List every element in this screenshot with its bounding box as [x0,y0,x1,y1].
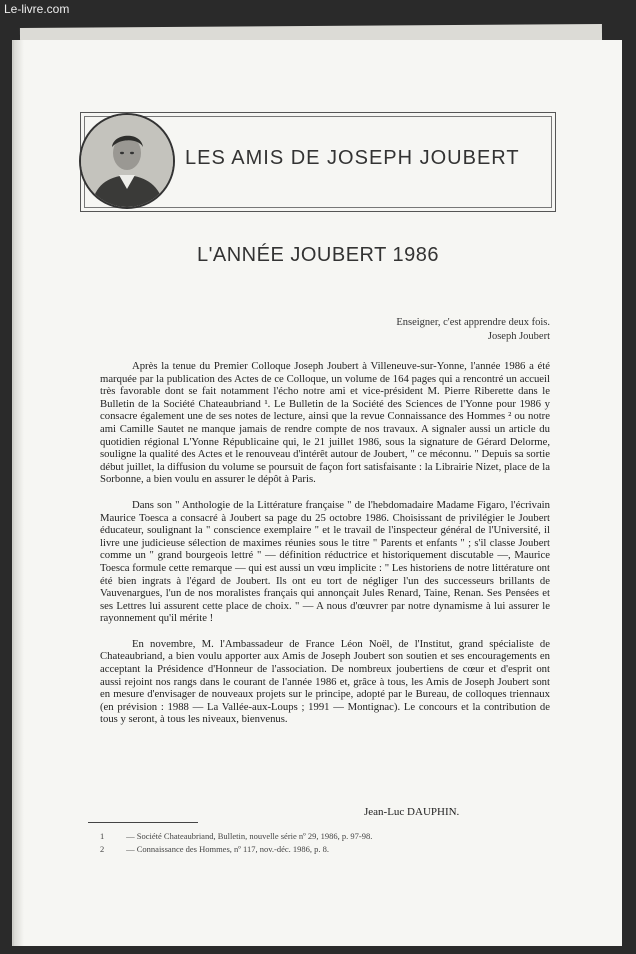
association-title: LES AMIS DE JOSEPH JOUBERT [185,147,520,169]
header-frame [80,112,556,212]
footnote-text: — Société Chateaubriand, Bulletin, nouvelle série nº 29, 1986, p. 97-98. [126,831,373,841]
paragraph: En novembre, M. l'Ambassadeur de France Léon Noël, de l'Institut, grand spécialiste de Chateaubriand, a bien voulu apporter aux Amis de Joseph Joubert son soutien et ses encouragements en acceptant la Présidence d'Honneur de l'association. De nombreux joubertiens de cœur et d'esprit ont aussi rejoint nos rangs dans le courant de l'année 1986 et, grâce à tous, les Amis de Joseph Joubert sont en mesure d'envisager de nouveaux projets sur le principe, adopté par le Bureau, de colloques triennaux (en prévision : 1988 — La Vallée-aux-Loups ; 1991 — Montignac). Le concours et la contribution de tous y seront, à tous les niveaux, bienvenus. [100,637,550,726]
footnote-number: 2 [100,844,105,854]
epigraph-author: Joseph Joubert [487,331,550,342]
joubert-portrait-image [79,113,175,209]
article-body [100,360,550,739]
paragraph: Après la tenue du Premier Colloque Joseph Joubert à Villeneuve-sur-Yonne, l'année 1986 a été marquée par la publication des Actes de ce Colloque, un volume de 164 pages qui a rencontré un accueil très favorable dont se fait notamment l'écho notre ami et vice-président M. Pierre Riberette dans le Bulletin de la Société Chateaubriand ¹. Le Bulletin de la Société des Sciences de l'Yonne pour 1986 y consacre également une de ses notes de lecture, ainsi que la revue Connaissance des Hommes ² ou notre ami Camille Sautet ne manque jamais de rendre compte de nos travaux. A signaler aussi un article du quotidien régional L'Yonne Républicaine qui, le 21 juillet 1986, sous la signature de Gérard Delorme, souligne la qualité des Actes et le renouveau d'intérêt autour de Joubert, " ce méconnu. " Depuis sa sortie début juillet, la diffusion du volume se poursuit de façon fort satisfaisante : la Librairie Nizet, place de la Sorbonne, a bien voulu en assurer le dépôt à Paris. [100,360,550,486]
signature: Jean-Luc DAUPHIN. [364,806,460,818]
page-edge-shadow [14,40,24,946]
epigraph [396,316,550,344]
paragraph: Dans son " Anthologie de la Littérature française " de l'hebdomadaire Madame Figaro, l'écrivain Maurice Toesca a consacré à Joubert sa page du 25 octobre 1986. Choisissant de privilégier le Joubert éducateur, soulignant la " conscience exemplaire " et le travail de l'inspecteur général de l'Université, il livre une judicieuse sélection de maximes réunies sous le titre " Parents et enfants " ; s'il classe Joubert comme un " grand bourgeois lettré " — définition réductrice et historiquement discutable —, Maurice Toesca formule cette remarque — qui est aussi un vœu implicite : " Les historiens de notre littérature ont été bien ingrats à l'égard de Joubert. Ils ont eu tort de négliger l'un des successeurs brillants de Vauvenargues, l'un de nos moralistes français qui annonçait Jules Renard, Taine, Renan. Ses Pensées et ses Lettres lui assurent cette place de choix. " — A nous d'œuvrer par notre dynamisme à lui assurer le rayonnement qu'il mérite ! [100,498,550,625]
portrait-icon [81,115,173,207]
footnote-number: 1 [100,831,105,841]
footnote-divider [88,822,198,823]
footnotes [100,830,540,856]
epigraph-quote: Enseigner, c'est apprendre deux fois. [396,317,550,328]
footnote-text: — Connaissance des Hommes, nº 117, nov.-déc. 1986, p. 8. [126,844,330,854]
watermark: Le-livre.com [4,2,70,16]
footnote-item [100,843,540,856]
footnote-item [100,830,540,843]
page-title: L'ANNÉE JOUBERT 1986 [196,244,440,266]
document-page [14,40,622,946]
